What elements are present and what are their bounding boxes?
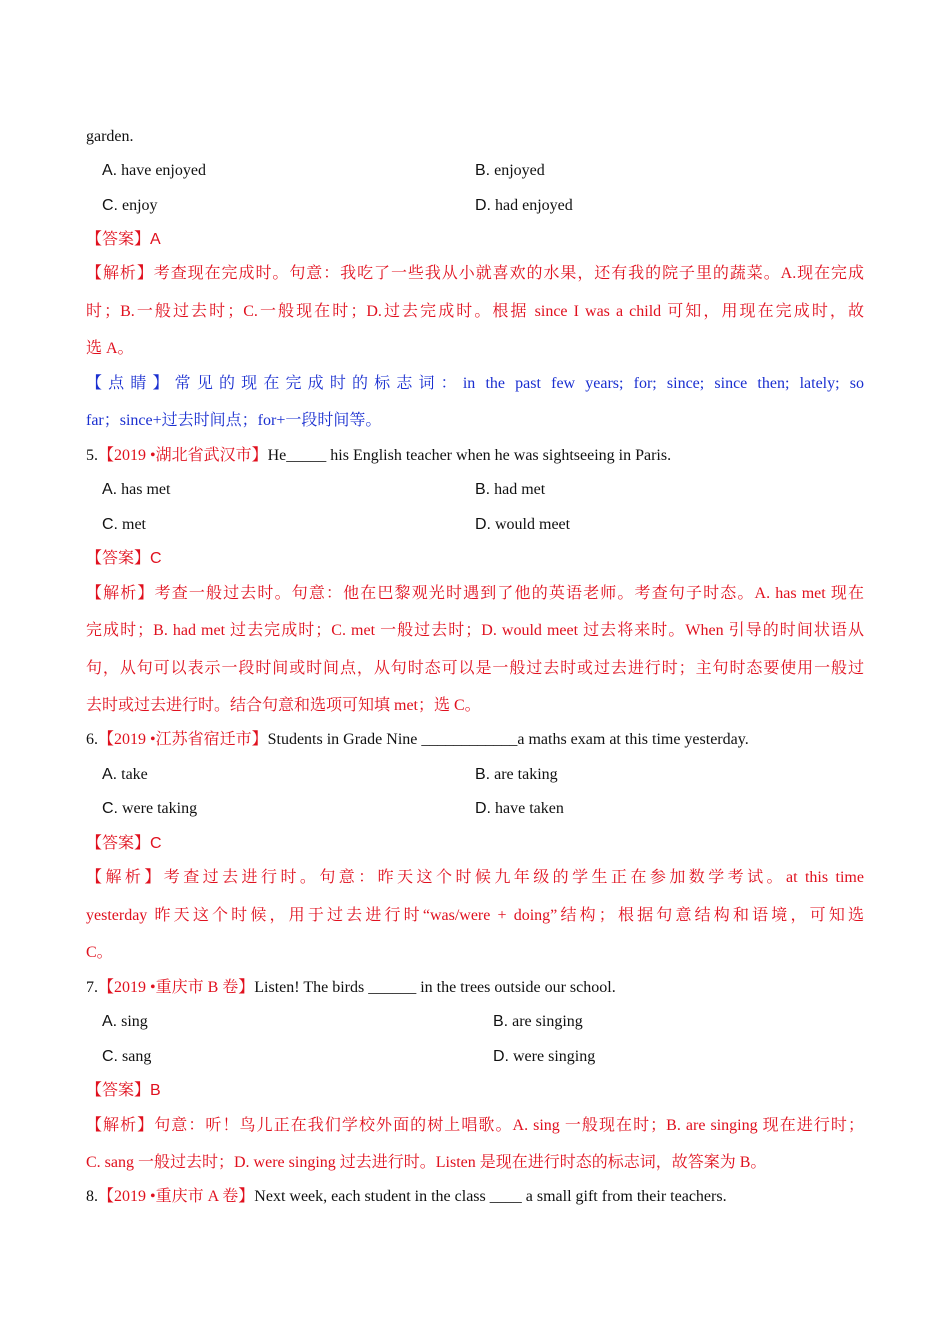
- question-7: [86, 978, 864, 998]
- analysis-line: [86, 1116, 864, 1136]
- option-text: had met: [494, 481, 546, 498]
- answer-label: 【答案】: [86, 231, 151, 248]
- analysis-line: 选 A。: [86, 340, 134, 357]
- analysis-label: 【解析】: [86, 585, 155, 602]
- analysis-line: [86, 868, 864, 888]
- option-text: have enjoyed: [121, 162, 206, 179]
- option-c: [102, 196, 158, 216]
- analysis-line: yesterday 昨天这个时候，用于过去进行时“was/were + doing”结构；根据句意结构和语境，可知选: [86, 907, 864, 924]
- option-b: [475, 161, 545, 181]
- tip-text: 常见的现在完成时的标志词：in the past few years; for; since; since then; lately; so: [174, 375, 864, 392]
- question-6: [86, 730, 864, 750]
- option-c: [102, 799, 197, 819]
- question-number: 7.: [86, 979, 98, 996]
- option-text: sing: [121, 1013, 148, 1030]
- analysis-line: C. sang 一般过去时；D. were singing 过去进行时。Listen 是现在进行时态的标志词，故答案为 B。: [86, 1154, 767, 1171]
- option-d: [493, 1047, 595, 1067]
- option-letter: D.: [475, 516, 491, 533]
- question-source: 【2019 •重庆市 B 卷】: [98, 979, 255, 996]
- option-text: were taking: [122, 800, 198, 817]
- option-letter: A.: [102, 766, 118, 783]
- question-number: 8.: [86, 1188, 98, 1205]
- option-text: were singing: [513, 1048, 596, 1065]
- tip-label: 【点睛】: [86, 375, 175, 392]
- option-letter: B.: [493, 1013, 509, 1030]
- option-text: are taking: [494, 766, 558, 783]
- answer-value: B: [150, 1082, 161, 1099]
- option-text: sang: [122, 1048, 152, 1065]
- option-text: had enjoyed: [495, 197, 573, 214]
- analysis-line: 去时或过去进行时。结合句意和选项可知填 met；选 C。: [86, 697, 481, 714]
- analysis-line: 句，从句可以表示一段时间或时间点，从句时态可以是一般过去时或过去进行时；主句时态要使用一般过: [86, 660, 864, 677]
- option-text: are singing: [512, 1013, 583, 1030]
- answer-label: 【答案】: [86, 1082, 151, 1099]
- option-letter: C.: [102, 197, 118, 214]
- question-number: 5.: [86, 447, 98, 464]
- analysis-line: 时；B.一般过去时；C.一般现在时；D.过去完成时。根据 since I was a child 可知，用现在完成时，故: [86, 303, 864, 320]
- analysis-label: 【解析】: [86, 869, 164, 886]
- answer-value: C: [150, 835, 162, 852]
- analysis-line: 完成时；B. had met 过去完成时；C. met 一般过去时；D. would meet 过去将来时。When 引导的时间状语从: [86, 622, 864, 639]
- option-letter: A.: [102, 1013, 118, 1030]
- option-letter: B.: [475, 481, 491, 498]
- answer-label: 【答案】: [86, 550, 151, 567]
- question-source: 【2019 •江苏省宿迁市】: [98, 731, 268, 748]
- option-letter: A.: [102, 162, 118, 179]
- option-text: has met: [121, 481, 171, 498]
- question-number: 6.: [86, 731, 98, 748]
- tip-line: [86, 374, 864, 394]
- option-letter: C.: [102, 516, 118, 533]
- analysis-label: 【解析】: [86, 1117, 155, 1134]
- option-a: [102, 480, 170, 500]
- analysis-line: [86, 264, 864, 284]
- option-a: [102, 1012, 148, 1032]
- question-8: [86, 1187, 864, 1207]
- option-b: [475, 480, 545, 500]
- question-continuation: garden.: [86, 128, 134, 145]
- option-letter: D.: [475, 197, 491, 214]
- option-letter: C.: [102, 800, 118, 817]
- answer-line: [86, 1081, 864, 1101]
- question-5: [86, 446, 864, 466]
- option-letter: D.: [475, 800, 491, 817]
- question-source: 【2019 •重庆市 A 卷】: [98, 1188, 255, 1205]
- option-letter: B.: [475, 162, 491, 179]
- question-stem: Next week, each student in the class ____ a small gift from their teachers.: [254, 1188, 727, 1205]
- option-b: [493, 1012, 583, 1032]
- analysis-text: 考查现在完成时。句意：我吃了一些我从小就喜欢的水果，还有我的院子里的蔬菜。A.现在完成: [153, 265, 864, 282]
- analysis-label: 【解析】: [86, 265, 154, 282]
- question-stem: Students in Grade Nine ____________a maths exam at this time yesterday.: [267, 731, 749, 748]
- analysis-line: C。: [86, 944, 113, 961]
- option-text: enjoy: [122, 197, 158, 214]
- option-c: [102, 515, 146, 535]
- analysis-text: 句意：听！鸟儿正在我们学校外面的树上唱歌。A. sing 一般现在时；B. are singing 现在进行时；: [154, 1117, 864, 1134]
- analysis-text: 考查一般过去时。句意：他在巴黎观光时遇到了他的英语老师。考查句子时态。A. has met 现在: [154, 585, 864, 602]
- option-text: enjoyed: [494, 162, 545, 179]
- option-a: [102, 161, 206, 181]
- option-text: have taken: [495, 800, 564, 817]
- answer-line: [86, 834, 864, 854]
- answer-value: A: [150, 231, 161, 248]
- option-letter: D.: [493, 1048, 509, 1065]
- option-letter: C.: [102, 1048, 118, 1065]
- answer-value: C: [150, 550, 162, 567]
- analysis-line: [86, 584, 864, 604]
- answer-line: [86, 549, 864, 569]
- option-b: [475, 765, 558, 785]
- option-text: take: [121, 766, 148, 783]
- analysis-text: 考查过去进行时。句意：昨天这个时候九年级的学生正在参加数学考试。at this time: [163, 869, 864, 886]
- option-d: [475, 196, 573, 216]
- option-d: [475, 515, 570, 535]
- question-stem: He_____ his English teacher when he was sightseeing in Paris.: [267, 447, 672, 464]
- answer-label: 【答案】: [86, 835, 151, 852]
- option-text: would meet: [495, 516, 571, 533]
- answer-line: [86, 230, 864, 250]
- option-c: [102, 1047, 151, 1067]
- tip-line: far；since+过去时间点；for+一段时间等。: [86, 412, 382, 429]
- option-d: [475, 799, 564, 819]
- option-a: [102, 765, 148, 785]
- question-stem: Listen! The birds ______ in the trees outside our school.: [254, 979, 616, 996]
- question-source: 【2019 •湖北省武汉市】: [98, 447, 268, 464]
- option-letter: B.: [475, 766, 491, 783]
- option-letter: A.: [102, 481, 118, 498]
- option-text: met: [122, 516, 146, 533]
